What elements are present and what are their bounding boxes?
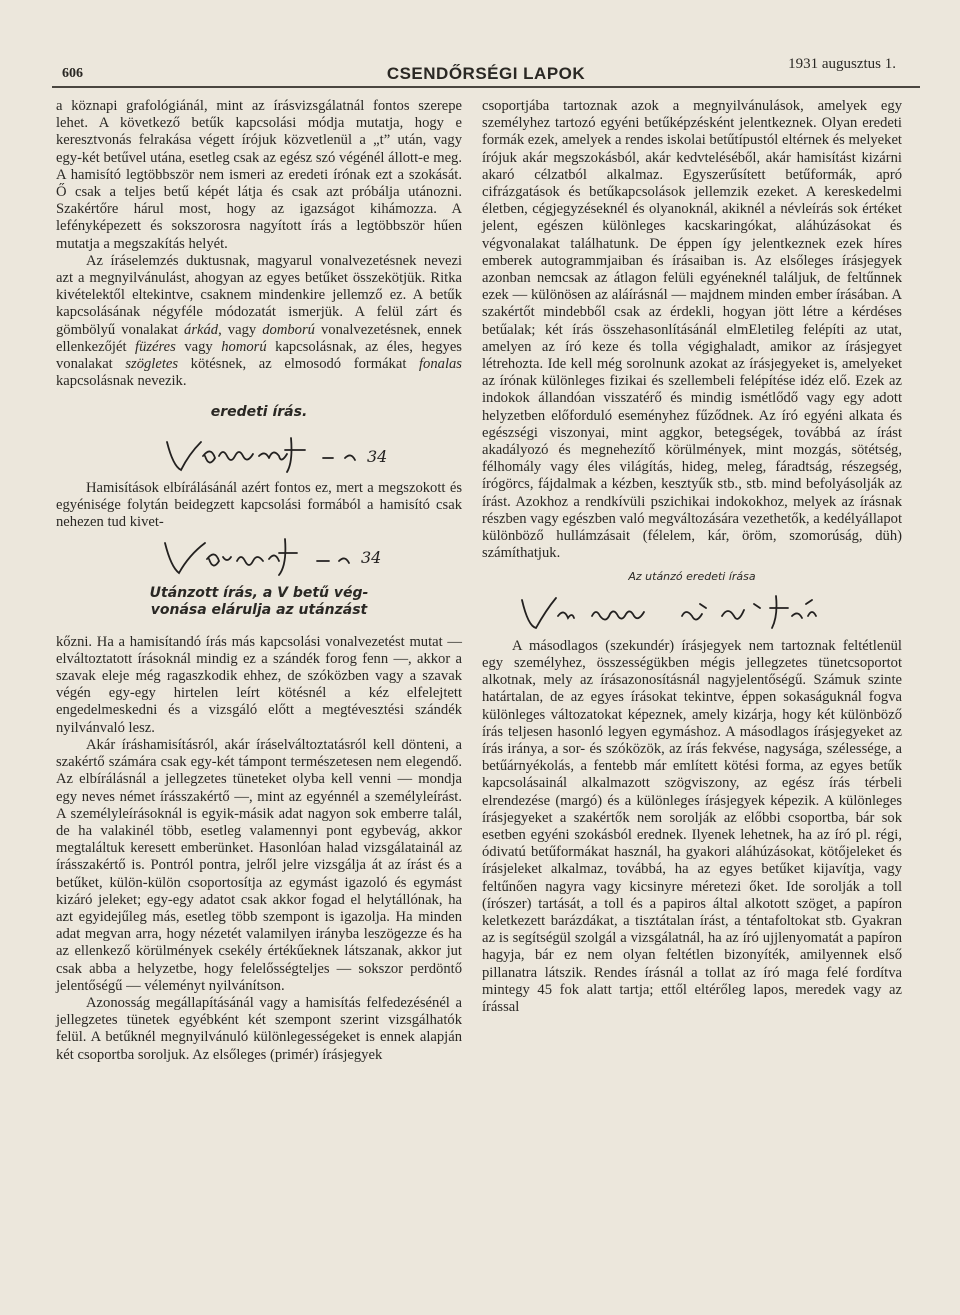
issue-date: 1931 augusztus 1. <box>788 56 896 72</box>
journal-title: CSENDŐRSÉGI LAPOK <box>386 64 586 83</box>
paragraph: Akár íráshamisításról, akár íráselváltoztatásról kell dönteni, a szakértő számára csak egy-két támpont természetesen nem elegendő. Az elbírálásnál a jellegzetes tüneteket olyba kell venni — mondja egy neves német írásszakértő —, mint az egyénnél a személyleírást. A személyleírásoknál is egyik-másik adat nagyon sok emberre talál, de ha valakinél több, esetleg valamennyi pont egybevág, akkor megtaláltuk keresett emberünket. Hasonlóan halad vizsgálatainál az írásszakértő is. Pontról pontra, jelről jelre vizsgálja át az írást és a betűket, külön-külön csoportosítja az egymást igazoló és egymást kizáró jeleket; egy-egy adatot csak akkor fogad el helytállónak, ha azt egyidejűleg más, esetleg több szempont is igazolja. Ha minden adat megvan arra, hogy nézetét valamilyen irányba leszögezze és ha az ellenkező körülmények csekély értékűeknek látszanak, akkor jut csak abba a helyzetbe, hogy felelősségteljes — sokszor perdöntő jelentőségű — véleményt nyilvánítson. <box>56 736 462 994</box>
term-homoru: homorú <box>221 338 267 355</box>
caption-original-writing: eredeti írás. <box>210 404 308 421</box>
paragraph-duktus: Az íráselemzés duktusnak, magyarul vonalvezetésnek nevezi azt a megnyilvánulást, ahogyan az egyes betűket összekötjük. Ritka kivételektől eltekintve, csaknem mindenkire jellemző ez. A betűk kapcsolásának négyféle módozatát ismerjük. A felül zárt és gömbölyű vonalakat árkád, vagy domború vonalvezetésnek, ennek ellenkezőjét füzéres vagy homorú kapcsolásnak, az éles, hegyes vonalakat szögletes kötésnek, az elmosodó formákat fonalas kapcsolásnak nevezik. <box>56 252 462 390</box>
paragraph: A másodlagos (szekundér) írásjegyek nem tartoznak feltétlenül egy személyhez, összességükben mégis jellegzetes tünetcsoportot alkotnak, mely az írásazonosításnál nagyjelentőségű. Számuk szinte határtalan, de az egyes írásokat tekintve, éppen sokaságuknál fogva különleges változatokat képeznek, amely kizárja, hogy két különböző írás teljesen hasonló legyen egymáshoz. A másodlagos írásjegyeket az írás iránya, a sor- és szóközök, az írás fekvése, nagysága, szélessége, a betűárnyékolás, a fentebb már említett kötési forma, az egyes betűk kapcsolásainál alkalmazott szögviszony, az egész írás térbeli elrendezése (margó) és a különleges írásjegyek képezik. A különleges írásjegyeket a szakértők nem sorolják az előbbi csoportba, bár sok esetben egyéni szokásból erednek. Ilyenek lehetnek, ha az író pl. régi, ódivatú betűformákat használ, ha gyakori aláhúzásokat, kötőjeleket és írásjeleket alkalmaz, továbbá, ha az egyes betűket kijavítja, vagy feltűnően nagyra vagy kicsinyre méretezi őket. Ide sorolják a toll (írószer) tartását, a toll és a papiros által alkotott szöget, a papíron keletkezett barázdákat, a tisztátalan írást, a téntafoltokat stb. Gyakran az is segítségül szolgál a vizsgálatnál, ha az író ujjlenyomatát a papíron hagyja, bár ez nem olyan feltétlen bizonyíték, amilyennek első pillanatra látszik. Rendes írásnál a tollat az író maga felé fordítva mintegy 45 fok alatt tartja; ettől eltérőleg lapos, meredek vagy az írással <box>482 637 902 1015</box>
svg-text:34: 34 <box>367 446 388 466</box>
handwriting-sample-imitated <box>109 535 409 579</box>
paragraph: csoportjába tartoznak azok a megnyilvánulások, amelyek egy személyhez tartozó egyéni betűképzésként jelentkeznek. Olyan eredeti formák ezek, amelyek a rendes iskolai betűtípustól eltérnek és melyeket írójuk akár megszokásból, akár kedvteléséből, akár hamisítást kizárni akaró célzatból alkalmaz. Egyszerűsített betűformák, apró cifrázgatások és betűkapcsolások jellemzik ezeket. A kereskedelmi életben, cégjegyzéseknél és olyanoknál, akiknél a névleírás sok értéket jelent, egészen különleges kacskaringókat, aláhúzásokat és végvonalakat találhatunk. De éppen így jelentkeznek ezek híres emberek autogrammjaiban és írásaiban is. Az elsőleges írásjegyek azonban nemcsak az átlagon felüli egyéneknél találjuk, de feltűnnek ezek — különösen az aláírásnál — majdnem minden ember írásában. A szakértőt mindebből csak az érdekli, hogyan jött létre a kérdéses betűalak; két írás összehasonlításánál elmEletileg felépíti az utat, amelyen az író keze és tolla végighaladt, amikor az írásjegyet létrehozta. Ide kell még sorolnunk azokat az írásjegyeket is, amelyeket az írónak különleges fizikai és szellembeli felépítése idéz elő. Ezek az indokok állandóan visszatérő és mindig ismétlődő vagy egy adott helyzetben előforduló eseményhez fűződnek. Az író egyéni alkata és egészségi viszonyai, mint aggkor, betegségek, továbbá az írást akadályozó és megnehezítő körülmények, mint mozgás, sötétség, félhomály vagy éles világítás, hideg, meleg, fáradtság, részegség, írógörcs, fájdalmak a kézben, kesztyűk stb., stb. mind befolyásolják az írást. Azokhoz a rendkívüli pszichikai indokokhoz, melyek az írásnak részben vagy egészben való megváltozására vezethetők, a kedélyállapot különböző hullámzásait (félelem, kár, öröm, szomorúság, düh) számíthatjuk. <box>482 98 902 562</box>
page-number: 606 <box>62 66 83 81</box>
term-szogletes: szögletes <box>125 356 179 373</box>
left-column <box>56 98 462 1064</box>
term-fuzeres: füzéres <box>135 338 176 355</box>
paragraph: Hamisítások elbírálásánál azért fontos ez, mert a megszokott és egyénisége folytán beidegzett kapcsolási formából a hamisító csak nehezen tud kivet- <box>56 479 462 531</box>
term-domboru: domború <box>262 321 315 338</box>
handwriting-sample-imitator <box>492 590 892 634</box>
paragraph: Azonosság megállapításánál vagy a hamisítás felfedezésénél a jellegzetes tünetek egyébként két szempont szerint vizsgálhatók felül. A betűknél megnyilvánuló különlegességeket is ennek alapján két csoportba soroljuk. Az elsőleges (primér) írásjegyek <box>56 994 462 1063</box>
caption-imitator-original: Az utánzó eredeti írása <box>628 570 756 584</box>
term-fonalas: fonalas <box>419 356 462 373</box>
caption-imitated-line2: vonása elárulja az utánzást <box>150 602 368 619</box>
term-arkad: árkád <box>184 321 219 338</box>
caption-imitated-line1: Utánzott írás, a V betű vég- <box>149 585 369 602</box>
paragraph: kőzni. Ha a hamisítandó írás más kapcsolási vonalvezetést mutat — elváltoztatott írásoknál mindig ez a szándék forog fenn —, akkor a szavak eleje még ragaszkodik ehhez, de szóközben vagy a szavak végén egy-egy hirtelen leírt kötésnél a kéz elfelejtett engedelmeskedni és a vizsgáló előtt a megtévesztési szándék nyilvánvaló lesz. <box>56 633 462 736</box>
svg-text:34: 34 <box>361 548 382 568</box>
handwriting-sample-original <box>109 432 409 476</box>
paragraph: a köznapi grafológiánál, mint az írásvizsgálatnál fontos szerepe lehet. A következő betűk kapcsolási módja mutatja, hogy e keresztvonás felrakása végett írójuk közvetlenül a „t” után, vagy egy-két betűvel utána, esetleg csak az egész szó végénél állott-e meg. A hamisító legtöbbször nem ismeri az eredeti írónak ezt a szokását. Ő csak a teljes betű képét látja és csak azt próbálja utánozni. Szakértőre hárul most, hogy az igazságot kihámozza. A lefényképezett és sokszorosra nagyított írás a legtöbbször hűen mutatja a megszakítás helyét. <box>56 98 462 252</box>
right-column <box>482 98 902 1016</box>
page-header <box>52 50 920 88</box>
